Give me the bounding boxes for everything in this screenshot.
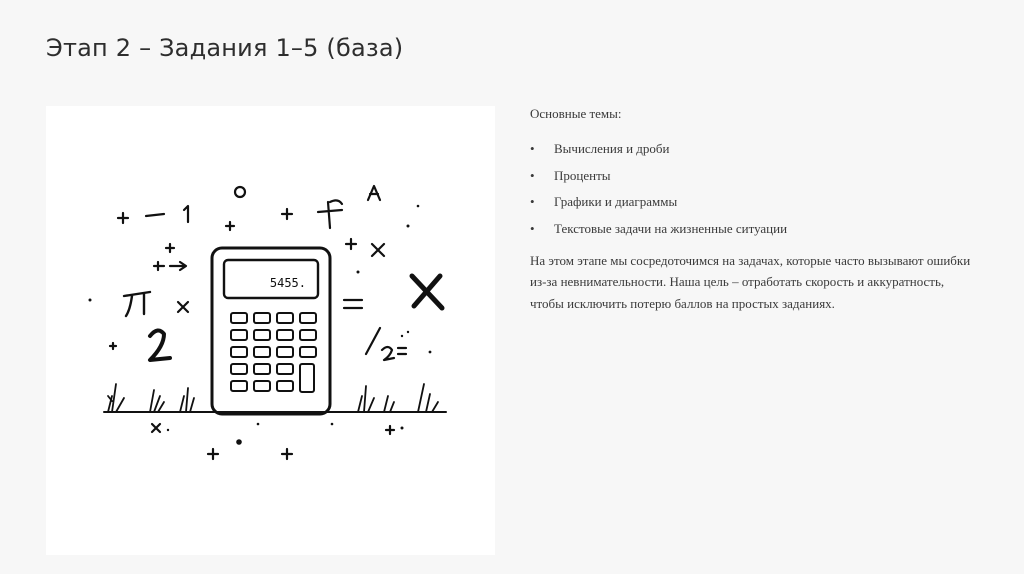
plus-symbol	[110, 343, 116, 349]
topic-label: Текстовые задачи на жизненные ситуации	[554, 221, 788, 237]
topic-label: Графики и диаграммы	[554, 194, 678, 210]
topics-heading: Основные темы:	[530, 106, 622, 121]
list-item	[530, 192, 980, 213]
arrow-symbol	[154, 262, 186, 270]
plus-symbol	[386, 426, 394, 434]
dot	[401, 335, 403, 337]
slide-title: Этап 2 – Задания 1–5 (база)	[46, 34, 404, 62]
equals-symbol	[344, 300, 362, 308]
plus-symbol	[118, 213, 128, 223]
dot	[401, 427, 404, 430]
big-x-symbol	[412, 276, 442, 308]
dot	[257, 423, 260, 426]
circle-symbol	[235, 187, 245, 197]
calculator-display: 5455.	[269, 276, 306, 290]
x-symbol	[152, 424, 160, 432]
pi-symbol	[124, 292, 150, 316]
dot	[407, 331, 409, 333]
plus-symbol	[226, 222, 234, 230]
topics-list	[530, 139, 980, 240]
grass-left	[108, 384, 194, 412]
plus-symbol	[282, 209, 292, 219]
plus-symbol	[166, 244, 174, 252]
dot	[407, 225, 410, 228]
dot	[331, 423, 334, 426]
plus-symbol	[282, 449, 292, 459]
topic-label: Вычисления и дроби	[554, 140, 670, 156]
bullet-icon: •	[530, 221, 535, 237]
calculator-keys	[231, 313, 316, 392]
description-paragraph: На этом этапе мы сосредоточимся на задачах, которые часто вызывают ошибки из-за невнимательности. Наша цель – отработать скорость и аккуратность, чтобы исключить потерю баллов на простых заданиях.	[530, 252, 971, 311]
dot	[417, 205, 420, 208]
grass-right	[358, 384, 438, 412]
one-symbol	[184, 206, 188, 222]
dot	[167, 429, 169, 431]
dot	[429, 351, 432, 354]
plus-symbol	[208, 449, 218, 459]
topic-label: Проценты	[554, 167, 611, 183]
fraction-symbol	[366, 328, 406, 360]
x-symbol	[178, 302, 188, 312]
plus-symbol	[346, 239, 356, 249]
x-symbol	[372, 244, 384, 256]
a-symbol	[368, 186, 380, 200]
minus-symbol	[146, 214, 164, 216]
dot	[357, 271, 360, 274]
list-item	[530, 166, 980, 187]
dot	[236, 439, 242, 445]
two-symbol	[150, 330, 170, 360]
bullet-icon: •	[530, 194, 535, 210]
list-item	[530, 139, 980, 160]
dot	[89, 299, 92, 302]
calculator-illustration	[46, 106, 495, 555]
t-symbol	[318, 200, 342, 228]
bullet-icon: •	[530, 167, 535, 183]
bullet-icon: •	[530, 140, 535, 156]
content-panel	[530, 104, 980, 314]
list-item	[530, 219, 980, 240]
